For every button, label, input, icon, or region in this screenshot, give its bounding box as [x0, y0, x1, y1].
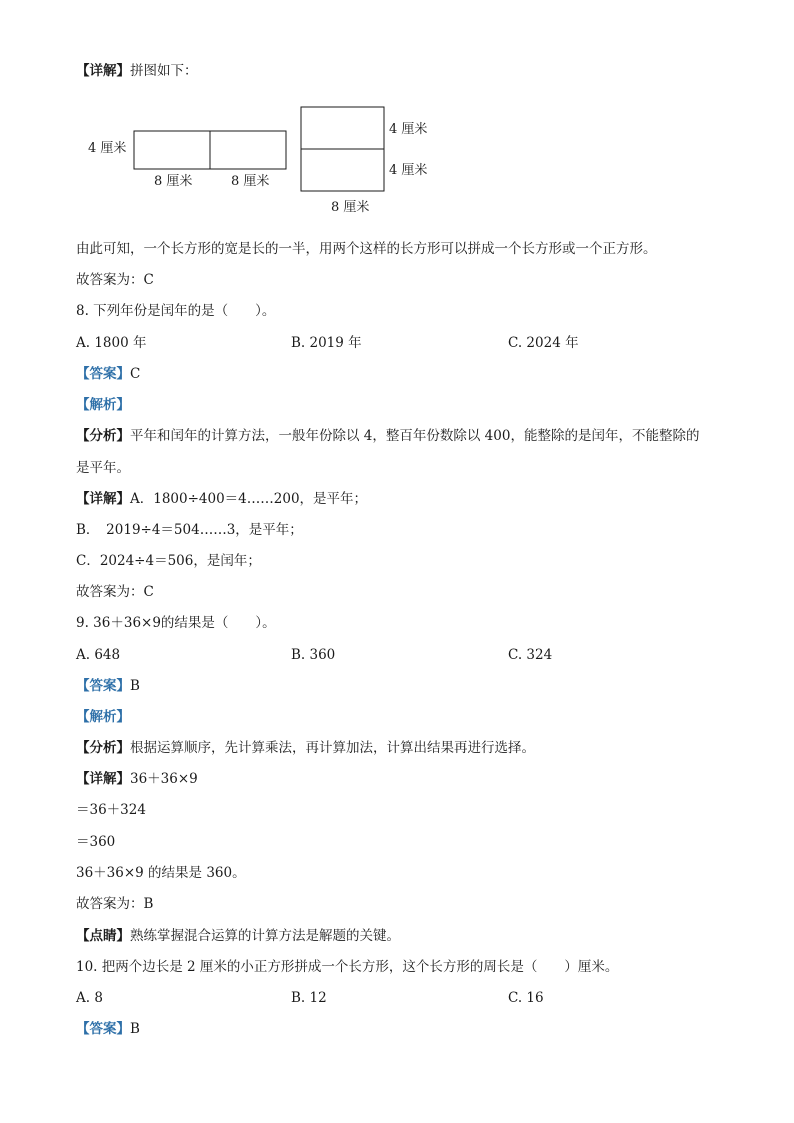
q8-analysis-sub-label: 【分析】 [76, 428, 130, 444]
q9-option-a: A. 648 [76, 647, 121, 663]
q10-option-a: A. 8 [76, 990, 103, 1006]
q9-analysis-sub-label: 【分析】 [76, 740, 130, 756]
q9-detail-line-1 [76, 769, 198, 789]
q9-detail-2: ＝36＋324 [76, 802, 146, 818]
q9-detail-1: 36＋36×9 [130, 771, 198, 787]
left-width-label-b: 8 厘米 [231, 174, 270, 189]
q8-final-answer: 故答案为：C [76, 584, 154, 600]
q8-option-c: C. 2024 年 [508, 335, 579, 351]
q8-question: 8. 下列年份是闰年的是（ ）。 [76, 303, 276, 319]
q9-question: 9. 36＋36×9的结果是（ ）。 [76, 615, 276, 631]
left-width-label-a: 8 厘米 [154, 174, 193, 189]
q8-answer-value: C [130, 366, 141, 382]
q9-answer-value: B [130, 678, 140, 694]
q7-detail-text: 拼图如下： [130, 63, 198, 79]
right-width-label: 8 厘米 [331, 200, 370, 215]
right-rect-2 [301, 149, 384, 191]
q10-option-b: B. 12 [291, 990, 327, 1006]
q8-analysis-text-1: 平年和闰年的计算方法，一般年份除以 4，整百年份数除以 400，能整除的是闰年，不能整除的 [130, 428, 700, 444]
q9-comment-label: 【点睛】 [76, 928, 130, 944]
q9-answer-line [76, 676, 140, 696]
q8-answer-label: 【答案】 [76, 366, 130, 382]
q8-detail-label: 【详解】 [76, 491, 130, 507]
q10-question: 10. 把两个边长是 2 厘米的小正方形拼成一个长方形，这个长方形的周长是（ ）厘米。 [76, 959, 619, 975]
q9-detail-4: 36＋36×9 的结果是 360。 [76, 865, 246, 881]
q10-option-c: C. 16 [508, 990, 544, 1006]
q8-analysis-line-2: 是平年。 [76, 460, 130, 476]
q9-option-c: C. 324 [508, 647, 553, 663]
q9-detail-3: ＝360 [76, 834, 116, 850]
q8-answer-line [76, 364, 140, 384]
left-rect-1 [134, 131, 210, 169]
q10-answer-value: B [130, 1021, 140, 1037]
q8-detail-2: B． 2019÷4＝504……3，是平年； [76, 522, 303, 538]
left-rect-2 [210, 131, 286, 169]
q8-detail-3: C．2024÷4＝506，是闰年； [76, 553, 261, 569]
q7-conclusion: 由此可知，一个长方形的宽是长的一半，用两个这样的长方形可以拼成一个长方形或一个正方形。 [76, 241, 657, 257]
left-height-label: 4 厘米 [88, 141, 127, 156]
q10-answer-label: 【答案】 [76, 1021, 130, 1037]
right-height-label-a: 4 厘米 [389, 122, 428, 137]
q8-option-b: B. 2019 年 [291, 335, 362, 351]
right-rect-1 [301, 107, 384, 149]
q7-detail-line [76, 61, 198, 81]
q9-comment-line [76, 926, 400, 946]
q9-analysis-line [76, 738, 535, 758]
q7-final-answer: 故答案为：C [76, 272, 154, 288]
q8-analysis-line-1 [76, 426, 699, 446]
q8-analysis-label: 【解析】 [76, 397, 130, 413]
q9-analysis-text: 根据运算顺序，先计算乘法，再计算加法，计算出结果再进行选择。 [130, 740, 535, 756]
q9-detail-label: 【详解】 [76, 771, 130, 787]
q8-detail-1: A．1800÷400＝4……200，是平年； [130, 491, 368, 507]
q7-figure [80, 100, 440, 220]
q7-detail-label: 【详解】 [76, 63, 130, 79]
q9-analysis-label: 【解析】 [76, 709, 130, 725]
q10-answer-line [76, 1019, 140, 1039]
q9-comment-text: 熟练掌握混合运算的计算方法是解题的关键。 [130, 928, 400, 944]
q7-rectangles-diagram [80, 100, 440, 220]
q8-detail-line-1 [76, 489, 367, 509]
q9-answer-label: 【答案】 [76, 678, 130, 694]
q9-final-answer: 故答案为：B [76, 896, 154, 912]
right-height-label-b: 4 厘米 [389, 163, 428, 178]
q8-option-a: A. 1800 年 [76, 335, 147, 351]
q9-option-b: B. 360 [291, 647, 336, 663]
